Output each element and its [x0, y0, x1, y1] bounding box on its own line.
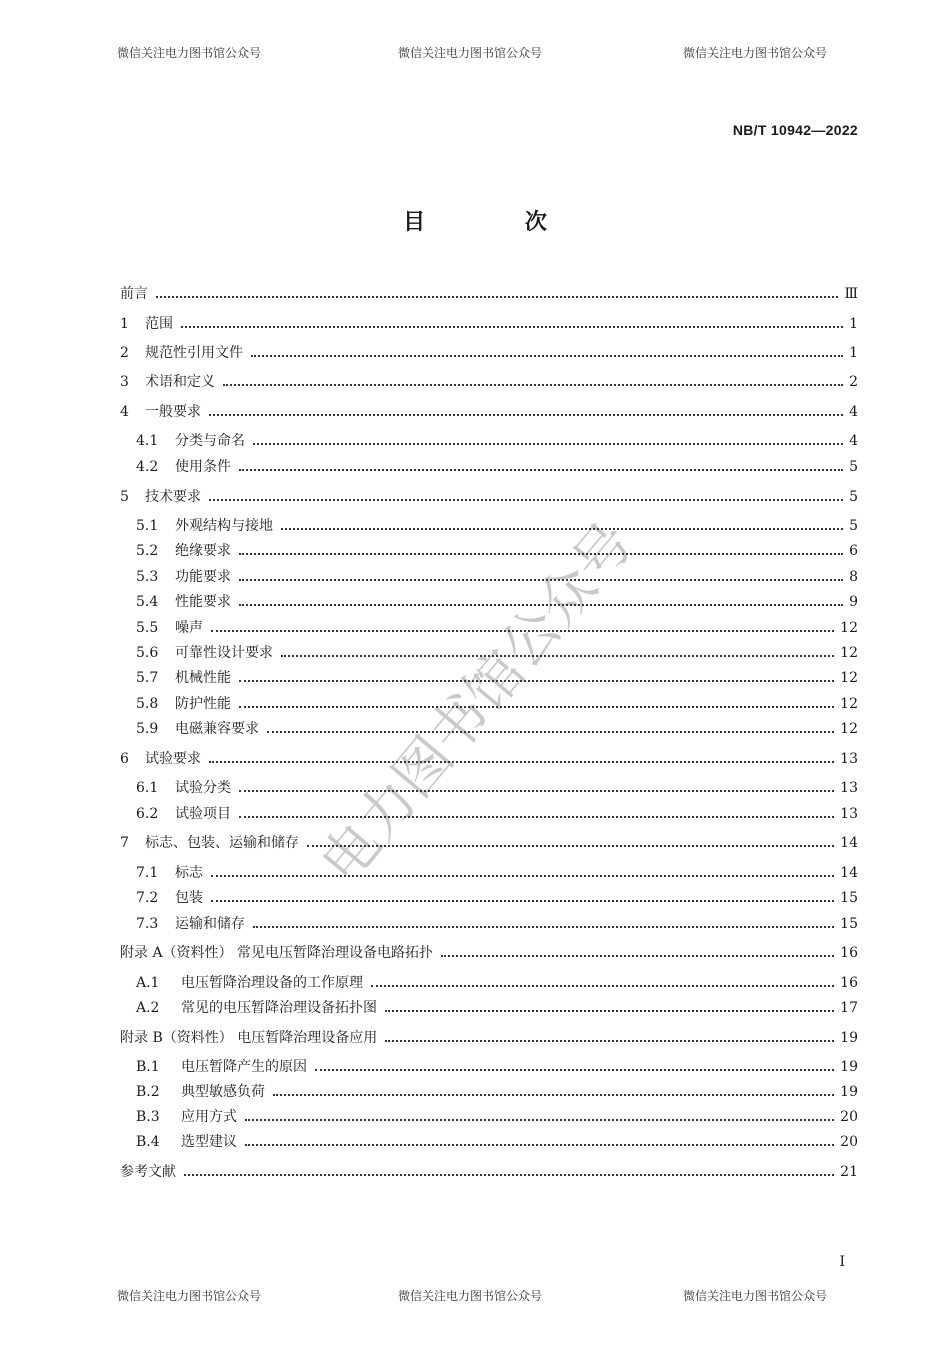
toc-entry-number: 7.2 — [136, 890, 159, 906]
toc-leader-dots — [371, 985, 834, 987]
toc-entry-label: 附录 B（资料性） 电压暂降治理设备应用 — [120, 1030, 378, 1046]
toc-entry-label: 典型敏感负荷 — [181, 1084, 265, 1100]
header-watermark: 微信关注电力图书馆公众号 — [117, 46, 262, 60]
toc-entry-number: 3 — [120, 374, 129, 390]
toc-entry-number: 5.2 — [136, 543, 159, 559]
toc-leader-dots — [441, 955, 834, 957]
toc-entry — [0, 566, 950, 588]
toc-entry — [0, 997, 950, 1019]
toc-entry — [0, 313, 950, 335]
toc-leader-dots — [385, 1010, 834, 1012]
toc-entry-number: 5.6 — [136, 645, 159, 661]
toc-entry — [0, 342, 950, 364]
toc-entry-label: 术语和定义 — [145, 374, 215, 390]
toc-entry-number: 1 — [120, 316, 129, 332]
toc-entry-number: 7.1 — [136, 865, 159, 881]
toc-entry-label: 参考文献 — [120, 1164, 176, 1180]
toc-entry — [0, 591, 950, 613]
toc-entry-page: 16 — [840, 975, 858, 991]
toc-entry-number: 6 — [120, 751, 129, 767]
toc-entry-label: 标志 — [175, 865, 203, 881]
toc-entry-number: 7.3 — [136, 916, 159, 932]
toc-entry-number: 6.2 — [136, 806, 159, 822]
toc-entry-label: 电压暂降产生的原因 — [181, 1059, 307, 1075]
toc-entry-number: 7 — [120, 835, 129, 851]
toc-entry — [0, 1056, 950, 1078]
toc-entry-page: 12 — [840, 645, 858, 661]
toc-leader-dots — [239, 706, 834, 708]
toc-leader-dots — [239, 469, 843, 471]
toc-entry-label: 电磁兼容要求 — [175, 721, 259, 737]
toc-entry — [0, 515, 950, 537]
toc-entry-page: 19 — [840, 1084, 858, 1100]
toc-entry-label: 包装 — [175, 890, 203, 906]
toc-entry-number: B.2 — [136, 1084, 160, 1100]
toc-entry-number: A.2 — [136, 1000, 160, 1016]
toc-leader-dots — [253, 926, 834, 928]
toc-entry-page: 17 — [840, 1000, 858, 1016]
toc-entry-label: 试验项目 — [175, 806, 231, 822]
toc-entry-label: 电压暂降治理设备的工作原理 — [181, 975, 363, 991]
header-watermark: 微信关注电力图书馆公众号 — [398, 46, 543, 60]
toc-entry-number: 5.4 — [136, 594, 159, 610]
toc-entry-page: 20 — [840, 1134, 858, 1150]
toc-entry-label: 范围 — [145, 316, 173, 332]
toc-entry-label: 分类与命名 — [175, 433, 245, 449]
toc-entry-page: 5 — [849, 489, 858, 505]
toc-entry-page: 19 — [840, 1030, 858, 1046]
toc-leader-dots — [209, 499, 843, 501]
toc-entry-number: B.4 — [136, 1134, 160, 1150]
toc-entry — [0, 371, 950, 393]
footer-watermark: 微信关注电力图书馆公众号 — [117, 1289, 262, 1303]
footer-watermark: 微信关注电力图书馆公众号 — [398, 1289, 543, 1303]
toc-leader-dots — [245, 1144, 834, 1146]
toc-entry — [0, 913, 950, 935]
toc-leader-dots — [267, 731, 834, 733]
toc-leader-dots — [211, 875, 834, 877]
toc-leader-dots — [211, 900, 834, 902]
toc-leader-dots — [223, 384, 843, 386]
toc-entry — [0, 283, 950, 305]
toc-entry-label: 试验要求 — [145, 751, 201, 767]
toc-entry-label: 防护性能 — [175, 696, 231, 712]
toc-entry-page: 16 — [840, 945, 858, 961]
toc-entry-page: 13 — [840, 806, 858, 822]
toc-entry-page: 5 — [849, 518, 858, 534]
toc-entry-page: 2 — [849, 374, 858, 390]
toc-entry-number: 5.8 — [136, 696, 159, 712]
toc-entry-page: 9 — [849, 594, 858, 610]
toc-leader-dots — [281, 528, 843, 530]
toc-entry-label: 试验分类 — [175, 780, 231, 796]
toc-leader-dots — [251, 355, 843, 357]
diagonal-watermark: 电力图书馆公众号 — [308, 510, 647, 896]
toc-entry-number: 4 — [120, 404, 129, 420]
toc-entry-label: 运输和储存 — [175, 916, 245, 932]
toc-entry-page: 4 — [849, 404, 858, 420]
toc-entry-label: 噪声 — [175, 620, 203, 636]
toc-entry-number: 5.1 — [136, 518, 159, 534]
toc-entry-page: 5 — [849, 459, 858, 475]
toc-entry-page: 12 — [840, 721, 858, 737]
toc-entry-page: 19 — [840, 1059, 858, 1075]
toc-entry-page: Ⅲ — [844, 286, 858, 302]
toc-entry-number: 5 — [120, 489, 129, 505]
toc-entry — [0, 430, 950, 452]
header-watermark: 微信关注电力图书馆公众号 — [683, 46, 828, 60]
standard-code: NB/T 10942—2022 — [732, 122, 858, 138]
toc-entry-page: 20 — [840, 1109, 858, 1125]
toc-entry-number: 5.3 — [136, 569, 159, 585]
toc-entry-page: 8 — [849, 569, 858, 585]
toc-entry-number: A.1 — [136, 975, 160, 991]
toc-entry — [0, 777, 950, 799]
toc-entry-page: 21 — [840, 1164, 858, 1180]
toc-leader-dots — [156, 296, 838, 298]
toc-leader-dots — [273, 1094, 834, 1096]
toc-leader-dots — [385, 1040, 834, 1042]
toc-entry-page: 15 — [840, 916, 858, 932]
toc-entry-page: 12 — [840, 620, 858, 636]
toc-entry-number: 4.1 — [136, 433, 159, 449]
toc-entry-number: B.1 — [136, 1059, 160, 1075]
toc-entry-page: 6 — [849, 543, 858, 559]
toc-entry — [0, 486, 950, 508]
toc-leader-dots — [181, 326, 843, 328]
toc-entry-page: 1 — [849, 316, 858, 332]
toc-entry-number: 5.5 — [136, 620, 159, 636]
toc-entry — [0, 1081, 950, 1103]
toc-entry — [0, 887, 950, 909]
toc-entry-page: 4 — [849, 433, 858, 449]
page-number: I — [839, 1254, 845, 1270]
toc-entry-page: 13 — [840, 751, 858, 767]
toc-entry — [0, 862, 950, 884]
toc-entry-label: 选型建议 — [181, 1134, 237, 1150]
toc-entry — [0, 1027, 950, 1049]
toc-leader-dots — [315, 1069, 834, 1071]
toc-entry-label: 机械性能 — [175, 670, 231, 686]
toc-entry — [0, 1161, 950, 1183]
toc-entry-page: 1 — [849, 345, 858, 361]
toc-entry-label: 外观结构与接地 — [175, 518, 273, 534]
toc-leader-dots — [184, 1174, 834, 1176]
toc-entry — [0, 401, 950, 423]
toc-entry — [0, 972, 950, 994]
toc-entry — [0, 942, 950, 964]
toc-entry — [0, 832, 950, 854]
toc-entry-number: 5.7 — [136, 670, 159, 686]
footer-watermark: 微信关注电力图书馆公众号 — [683, 1289, 828, 1303]
toc-leader-dots — [245, 1119, 834, 1121]
toc-entry-label: 常见的电压暂降治理设备拓扑图 — [181, 1000, 377, 1016]
toc-leader-dots — [209, 414, 843, 416]
toc-entry — [0, 1106, 950, 1128]
toc-entry — [0, 540, 950, 562]
toc-entry-page: 12 — [840, 670, 858, 686]
toc-entry-number: 5.9 — [136, 721, 159, 737]
toc-entry-label: 一般要求 — [145, 404, 201, 420]
toc-entry-label: 技术要求 — [145, 489, 201, 505]
toc-entry-page: 14 — [840, 865, 858, 881]
toc-entry-label: 性能要求 — [175, 594, 231, 610]
toc-leader-dots — [239, 553, 843, 555]
toc-entry-label: 可靠性设计要求 — [175, 645, 273, 661]
toc-entry-number: 4.2 — [136, 459, 159, 475]
toc-entry-label: 规范性引用文件 — [145, 345, 243, 361]
toc-entry-number: B.3 — [136, 1109, 160, 1125]
toc-entry — [0, 1131, 950, 1153]
toc-leader-dots — [209, 761, 834, 763]
toc-entry-label: 使用条件 — [175, 459, 231, 475]
toc-entry — [0, 803, 950, 825]
toc-entry-number: 6.1 — [136, 780, 159, 796]
toc-entry-label: 绝缘要求 — [175, 543, 231, 559]
toc-entry-label: 附录 A（资料性） 常见电压暂降治理设备电路拓扑 — [120, 945, 434, 961]
toc-entry-page: 13 — [840, 780, 858, 796]
toc-entry-label: 标志、包装、运输和储存 — [145, 835, 299, 851]
toc-leader-dots — [253, 443, 843, 445]
toc-entry-label: 应用方式 — [181, 1109, 237, 1125]
toc-entry-number: 2 — [120, 345, 129, 361]
toc-entry-page: 14 — [840, 835, 858, 851]
toc-entry-label: 功能要求 — [175, 569, 231, 585]
toc-entry-page: 15 — [840, 890, 858, 906]
toc-entry-page: 12 — [840, 696, 858, 712]
page-title: 目 次 — [403, 210, 593, 235]
toc-entry — [0, 456, 950, 478]
toc-leader-dots — [239, 790, 834, 792]
toc-entry-label: 前言 — [120, 286, 148, 302]
